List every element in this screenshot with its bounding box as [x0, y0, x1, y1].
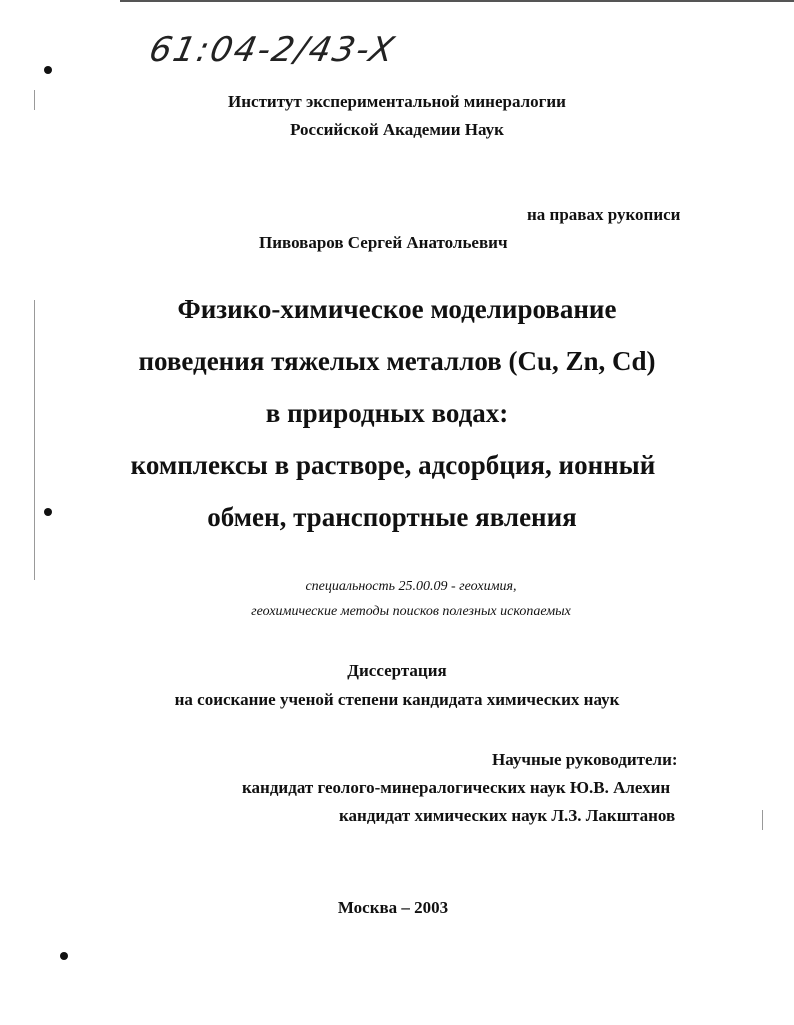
title-line-2: поведения тяжелых металлов (Cu, Zn, Cd)	[138, 346, 656, 376]
scan-dot	[60, 952, 68, 960]
title-line-1: Физико-химическое моделирование	[177, 294, 617, 324]
title-line-4: комплексы в растворе, адсорбция, ионный	[130, 450, 656, 480]
scan-dot	[44, 66, 52, 74]
institute-line-1: Институт экспериментальной минералогии	[228, 92, 566, 111]
scan-top-edge	[120, 0, 794, 2]
scan-edge-mark	[34, 300, 35, 580]
degree-line: на соискание ученой степени кандидата химических наук	[174, 690, 620, 709]
title-line-5: обмен, транспортные явления	[207, 502, 577, 532]
advisor-1: кандидат геолого-минералогических наук Ю.В. Алехин	[242, 778, 671, 797]
rights-note: на правах рукописи	[527, 205, 681, 224]
handwritten-catalog-code: 61:04-2/43-X	[145, 30, 400, 70]
title-line-3: в природных водах:	[265, 398, 509, 428]
city-year: Москва – 2003	[337, 898, 449, 917]
advisor-2: кандидат химических наук Л.З. Лакштанов	[339, 806, 676, 825]
specialty-line-1: специальность 25.00.09 - геохимия,	[305, 579, 517, 594]
advisors-heading: Научные руководители:	[492, 750, 678, 769]
institute-line-2: Российской Академии Наук	[290, 120, 504, 139]
dissertation-label: Диссертация	[347, 661, 447, 680]
scan-edge-mark	[762, 810, 763, 830]
author-name: Пивоваров Сергей Анатольевич	[259, 233, 508, 252]
specialty-line-2: геохимические методы поисков полезных ископаемых	[251, 604, 571, 619]
